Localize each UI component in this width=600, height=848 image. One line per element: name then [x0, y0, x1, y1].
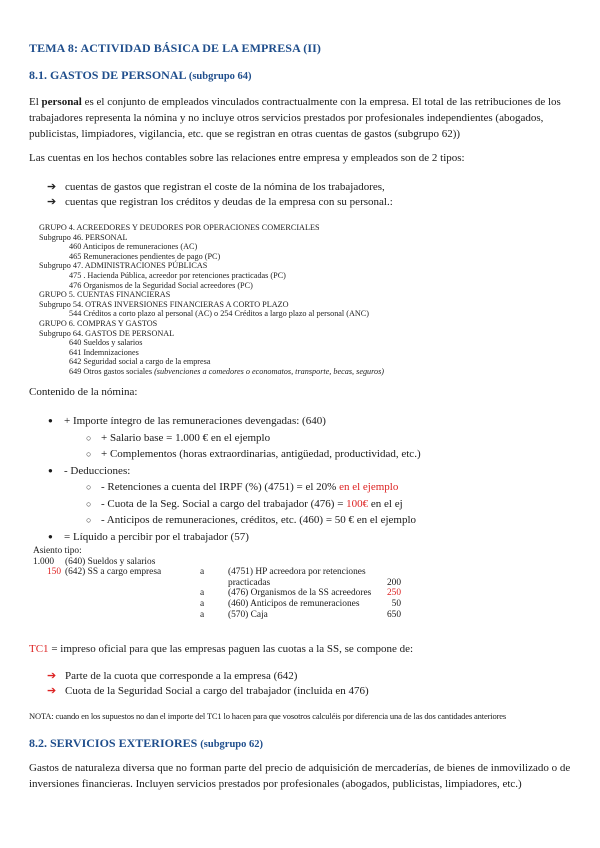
- account-group: GRUPO 4. ACREEDORES Y DEUDORES POR OPERACIONES COMERCIALES: [39, 223, 320, 232]
- tc1-definition: TC1 = impreso oficial para que las empresas paguen las cuotas a la SS, se compone de:: [29, 643, 414, 655]
- account-item: 649 Otros gastos sociales (subvenciones a comedores o economatos, transporte, becas, seguros): [69, 366, 385, 376]
- servicios-exteriores-paragraph: Gastos de naturaleza diversa que no forman parte del precio de adquisición de mercaderías, de bienes de inmovilizado o de inversiones financieras. Incluyen servicios prestados por profesionales (abogados, publicistas, limpiadores, etc.): [29, 762, 571, 790]
- table-row: practicadas 200: [228, 577, 401, 588]
- account-subgroup: Subgrupo 47. ADMINISTRACIONES PÚBLICAS: [39, 261, 208, 271]
- list-item: ➔ cuentas de gastos que registran el coste de la nómina de los trabajadores,: [47, 181, 385, 193]
- arrow-icon: ➔: [47, 181, 57, 193]
- account-subgroup: Subgrupo 64. GASTOS DE PERSONAL: [39, 328, 175, 338]
- list-item: ➔ cuentas que registran los créditos y deudas de la empresa con su personal.:: [47, 196, 393, 208]
- section-heading-main: 8.2. SERVICIOS EXTERIORES: [29, 736, 198, 750]
- page-title: TEMA 8: ACTIVIDAD BÁSICA DE LA EMPRESA (II): [29, 41, 322, 55]
- table-row: a (476) Organismos de la SS acreedores 250: [200, 588, 401, 599]
- arrow-icon: ➔: [47, 685, 57, 697]
- account-item: 476 Organismos de la Seguridad Social acreedores (PC): [69, 280, 253, 290]
- section-heading-sub: (subgrupo 64): [188, 71, 252, 82]
- list-item: ○ - Retenciones a cuenta del IRPF (%) (4751) = el 20% en el ejemplo: [48, 479, 421, 496]
- tc1-components-list: [47, 669, 369, 699]
- note: NOTA: cuando en los supuestos no dan el importe del TC1 lo hacen para que vosotros calculéis por diferencia una de las dos cantidades anteriores: [29, 711, 507, 721]
- intro-bold-term: personal: [41, 96, 82, 108]
- table-row: 1.000 (640) Sueldos y salarios: [33, 556, 156, 567]
- list-item: ○ - Cuota de la Seg. Social a cargo del trabajador (476) = 100€ en el ej: [48, 496, 421, 513]
- intro-paragraph: [29, 94, 574, 142]
- nomina-heading: Contenido de la nómina:: [29, 386, 138, 398]
- list-item: ○ - Anticipos de remuneraciones, créditos, etc. (460) = 50 € en el ejemplo: [48, 512, 421, 529]
- section-heading-sub: (subgrupo 62): [200, 739, 264, 750]
- list-item: ○ + Salario base = 1.000 € en el ejemplo: [48, 430, 421, 447]
- account-item: 460 Anticipos de remuneraciones (AC): [69, 242, 198, 252]
- tc1-label: TC1: [29, 643, 49, 655]
- account-item: 641 Indemnizaciones: [69, 347, 139, 357]
- account-item: 640 Sueldos y salarios: [69, 338, 143, 348]
- table-row: a (570) Caja 650: [200, 609, 401, 620]
- account-item: 475 . Hacienda Pública, acreedor por retenciones practicadas (PC): [69, 270, 286, 280]
- journal-entry-heading: Asiento tipo:: [33, 546, 82, 556]
- list-item: ● = Líquido a percibir por el trabajador (57): [48, 529, 421, 546]
- journal-entry: [33, 546, 401, 620]
- list-item: ● - Deducciones:: [48, 463, 421, 480]
- account-item: 544 Créditos a corto plazo al personal (AC) o 254 Créditos a largo plazo al personal (ANC): [69, 309, 369, 319]
- nomina-contents-list: [48, 413, 421, 545]
- intro-pre: El: [29, 96, 42, 108]
- list-item: ● + Importe íntegro de las remuneraciones devengadas: (640): [48, 413, 421, 430]
- table-row: 150 (642) SS a cargo empresa a (4751) HP acreedora por retenciones: [46, 567, 366, 578]
- list-item: ➔ Cuota de la Seguridad Social a cargo del trabajador (incluida en 476): [47, 685, 369, 697]
- accounts-list: [39, 223, 579, 377]
- account-subgroup: Subgrupo 54. OTRAS INVERSIONES FINANCIERAS A CORTO PLAZO: [39, 299, 289, 309]
- table-row: a (460) Anticipos de remuneraciones 50: [200, 598, 401, 609]
- account-subgroup: Subgrupo 46. PERSONAL: [39, 232, 128, 242]
- account-group: GRUPO 5. CUENTAS FINANCIERAS: [39, 290, 171, 300]
- account-types-list: [47, 180, 393, 210]
- section-heading-servicios-exteriores: [29, 736, 263, 751]
- accounts-intro: Las cuentas en los hechos contables sobre las relaciones entre empresa y empleados son de 2 tipos:: [29, 152, 465, 164]
- account-item: 465 Remuneraciones pendientes de pago (PC): [69, 251, 221, 261]
- arrow-icon: ➔: [47, 670, 57, 682]
- account-group: GRUPO 6. COMPRAS Y GASTOS: [39, 318, 158, 328]
- intro-rest: es el conjunto de empleados vinculados contractualmente con la empresa. El total de las retribuciones de los trabajadores representa la nómina y no incluye otros servicios prestados por profesionales independientes (abogados, publicistas, limpiadores, vigilancia, etc. que se registran en otras cuentas de gastos (subgrupo 62)): [29, 96, 561, 140]
- list-item: ○ + Complementos (horas extraordinarias, antigüedad, productividad, etc.): [48, 446, 421, 463]
- list-item: ➔ Parte de la cuota que corresponde a la empresa (642): [47, 670, 298, 682]
- arrow-icon: ➔: [47, 196, 57, 208]
- section-heading-main: 8.1. GASTOS DE PERSONAL: [29, 68, 186, 82]
- account-item: 642 Seguridad social a cargo de la empresa: [69, 357, 211, 367]
- journal-entry-table: [33, 557, 401, 621]
- section-heading-gastos-personal: [29, 68, 252, 83]
